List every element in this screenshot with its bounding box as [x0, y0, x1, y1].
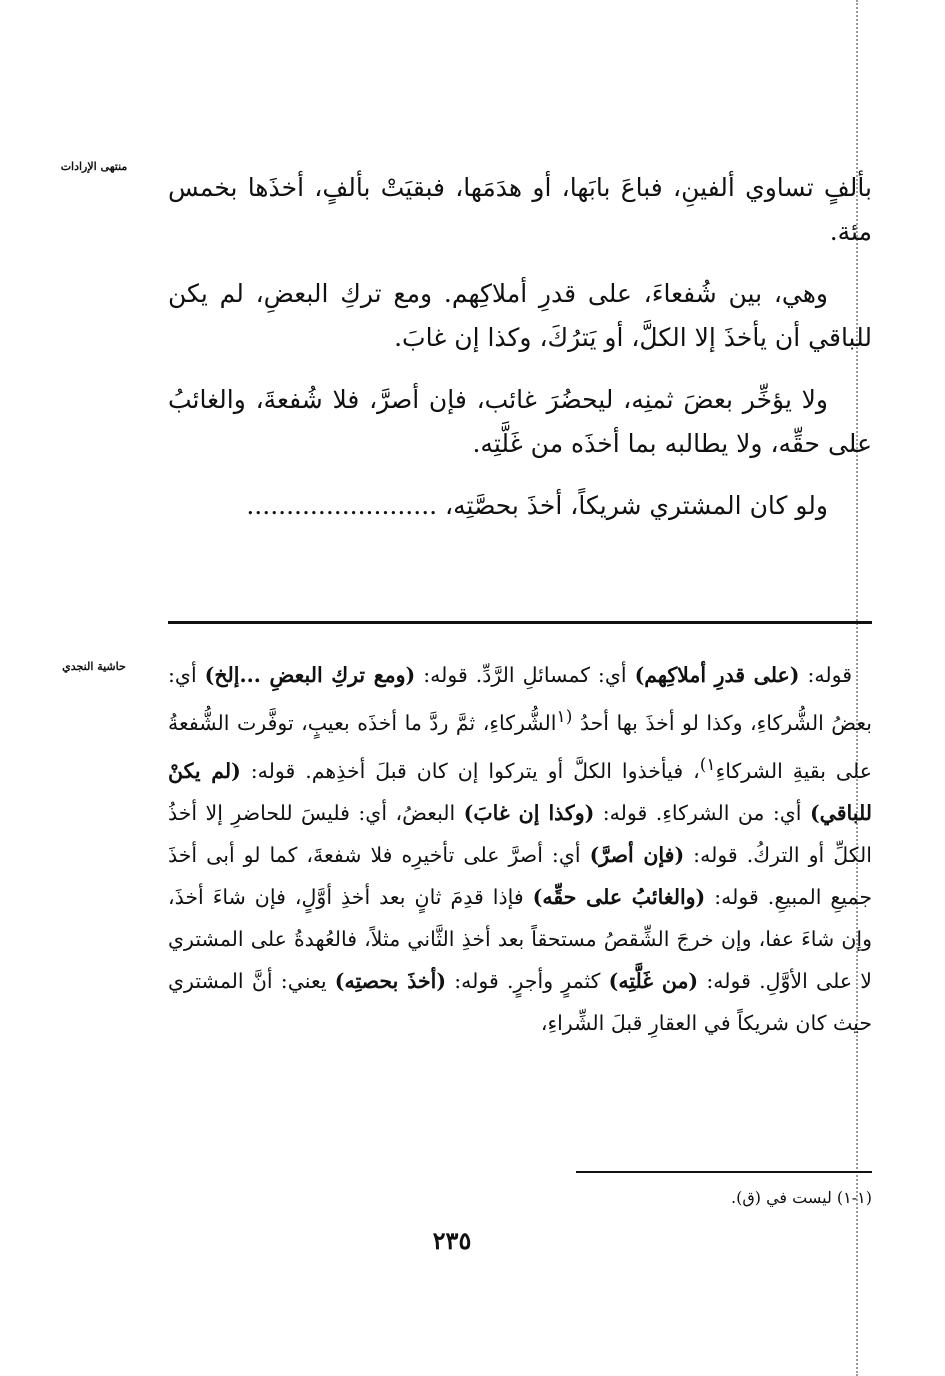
commentary-text-run: أي: بعضُ الشُّركاءِ، وكذا لو أخذَ بها أحدُ	[168, 663, 872, 735]
commentary-text-run: كثمرٍ وأجرٍ. قوله:	[446, 968, 609, 993]
main-paragraph-text: ولو كان المشتري شريكاً، أخذَ بحصَّتِه،	[445, 491, 828, 520]
quoted-phrase: (والغائبُ على حقِّه)	[532, 884, 706, 909]
commentary-text	[168, 654, 872, 1044]
footnote: (١-١) ليست في (ق).	[731, 1188, 872, 1207]
footnote-marker: (١	[556, 707, 573, 727]
section-divider	[168, 621, 872, 624]
side-label-sharh: حاشية النجدي	[62, 660, 126, 673]
commentary-text-run: أي: كمسائلِ الرَّدِّ. قوله:	[415, 663, 635, 687]
commentary-text-run: الشُّركاءِ، ثمَّ ردَّ ما أخذَه بعيبٍ، توفَّرت الشُّفعةُ على بقيةِ الشركاءِ	[168, 710, 873, 783]
side-label-matn: منتهى الإرادات	[60, 160, 128, 173]
quoted-phrase: (من غَلَّتِه)	[608, 968, 699, 993]
main-paragraph: ولا يؤخِّر بعضَ ثمنِه، ليحضُرَ غائب، فإن أصرَّ، فلا شُفعةَ، والغائبُ على حقِّه، ولا يطالبه بما أخذَه من غَلَّتِه.	[168, 385, 872, 458]
commentary-text-run: فإذا قدِمَ ثانٍ بعد أخذِ أوَّلٍ، فإن شاءَ أخذَ، وإن شاءَ عفا، وإن خرجَ الشِّقصُ مستحقاً بعد أخذِ الثَّاني مثلاً، فالعُهدةُ على المشتري لا على الأوَّلِ. قوله:	[168, 884, 872, 993]
commentary-text-run: ، فيأخذوا الكلَّ أو يتركوا إن كان قبلَ أخذِهم. قوله:	[240, 758, 700, 783]
footnote-divider	[576, 1171, 872, 1173]
continuation-dots: ........................	[246, 491, 438, 520]
quoted-phrase: (أخذَ بحصتِه)	[334, 968, 447, 993]
main-text	[168, 166, 872, 546]
quoted-phrase: (لم يكنْ للباقي)	[168, 758, 872, 825]
commentary-text-run: أي: أصرَّ على تأخيرِه فلا شفعةَ، كما لو أبى أخذَ جميعِ المبيعِ. قوله:	[168, 842, 873, 909]
main-paragraph: وهي، بين شُفعاءَ، على قدرِ أملاكِهم. ومع تركِ البعضِ، لم يكن للباقي أن يأخذَ إلا الكلَّ، أو يَترُكَ، وكذا إن غابَ.	[168, 279, 872, 352]
quoted-phrase: (وكذا إن غابَ)	[463, 800, 595, 825]
commentary-paragraph	[168, 654, 872, 1044]
quoted-phrase: (ومع تركِ البعضِ ...إلخ)	[204, 663, 416, 687]
page-number: ٢٣٥	[432, 1226, 472, 1255]
main-paragraph	[168, 484, 872, 528]
commentary-text-run: أي: من الشركاءِ. قوله:	[594, 800, 810, 825]
commentary-text-run: البعضُ، أي: فليسَ للحاضرِ إلا أخذُ الكلِّ أو التركُ. قوله:	[168, 800, 872, 867]
footnote-marker: ١)	[699, 754, 716, 775]
quoted-phrase: (على قدرِ أملاكِهم)	[634, 663, 800, 687]
main-paragraph: بألفٍ تساوي ألفينِ، فباعَ بابَها، أو هدَمَها، فبقيَتْ بألفٍ، أخذَها بخمس مئة.	[168, 173, 872, 246]
quoted-phrase: (فإن أصرَّ)	[589, 842, 685, 867]
commentary-text-run: يعني: أنَّ المشتري حيث كان شريكاً في العقارِ قبلَ الشِّراءِ،	[168, 968, 872, 1035]
commentary-text-run: قوله:	[799, 663, 852, 687]
